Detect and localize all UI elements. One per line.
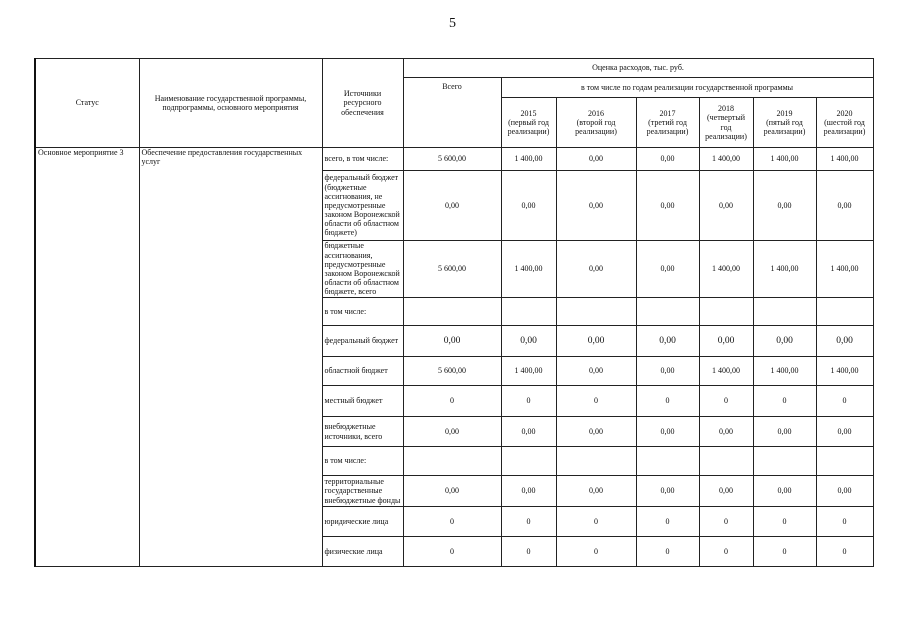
value-cell: 0	[699, 386, 753, 417]
year-note: (второй год реализации)	[575, 117, 617, 137]
value-cell	[753, 298, 816, 326]
source-cell: федеральный бюджет	[322, 326, 403, 357]
value-cell	[556, 298, 636, 326]
source-cell: местный бюджет	[322, 386, 403, 417]
value-cell: 0,00	[636, 357, 699, 386]
header-by-years: в том числе по годам реализации государственной программы	[501, 78, 873, 98]
value-cell: 0,00	[816, 326, 873, 357]
value-cell: 0,00	[556, 417, 636, 447]
value-cell	[403, 298, 501, 326]
value-cell: 1 400,00	[753, 241, 816, 298]
source-cell: в том числе:	[322, 298, 403, 326]
value-cell: 0	[753, 507, 816, 537]
value-cell: 0,00	[636, 171, 699, 241]
value-cell: 0,00	[636, 476, 699, 507]
value-cell: 0,00	[556, 476, 636, 507]
header-year-2015	[501, 98, 556, 148]
value-cell: 0,00	[753, 476, 816, 507]
value-cell: 0,00	[699, 171, 753, 241]
value-cell: 0	[753, 386, 816, 417]
source-cell: территориальные государственные внебюджетные фонды	[322, 476, 403, 507]
value-cell: 0,00	[403, 326, 501, 357]
source-cell: бюджетные ассигнования, предусмотренные законом Воронежской области об областном бюджете, всего	[322, 241, 403, 298]
value-cell: 1 400,00	[699, 241, 753, 298]
value-cell: 1 400,00	[699, 357, 753, 386]
value-cell	[636, 298, 699, 326]
source-cell: всего, в том числе:	[322, 148, 403, 171]
year-note: (первый год реализации)	[507, 117, 550, 137]
source-cell: областной бюджет	[322, 357, 403, 386]
value-cell: 0	[403, 507, 501, 537]
value-cell: 0	[556, 386, 636, 417]
value-cell: 1 400,00	[816, 357, 873, 386]
value-cell: 0,00	[403, 476, 501, 507]
year-note: (третий год реализации)	[646, 117, 689, 137]
year-label: 2019	[776, 108, 793, 118]
value-cell	[699, 447, 753, 476]
header-sources: Источники ресурсного обеспечения	[322, 59, 403, 148]
year-label: 2016	[588, 108, 604, 118]
value-cell: 0,00	[636, 326, 699, 357]
value-cell: 0,00	[753, 326, 816, 357]
year-label: 2018	[718, 104, 734, 114]
value-cell: 0,00	[753, 417, 816, 447]
year-label: 2020	[836, 108, 853, 118]
value-cell: 0	[556, 537, 636, 567]
value-cell: 1 400,00	[816, 241, 873, 298]
value-cell: 0	[636, 386, 699, 417]
header-total: Всего	[403, 78, 501, 148]
value-cell	[699, 298, 753, 326]
value-cell: 1 400,00	[501, 357, 556, 386]
table-row	[35, 148, 873, 171]
header-year-2018	[699, 98, 753, 148]
year-label: 2017	[659, 108, 676, 118]
value-cell: 0	[403, 537, 501, 567]
value-cell: 5 600,00	[403, 241, 501, 298]
value-cell	[816, 447, 873, 476]
value-cell: 0,00	[636, 241, 699, 298]
value-cell: 5 600,00	[403, 148, 501, 171]
source-cell: юридические лица	[322, 507, 403, 537]
value-cell: 0	[699, 507, 753, 537]
value-cell: 0	[816, 507, 873, 537]
value-cell: 0,00	[403, 171, 501, 241]
value-cell: 0	[636, 537, 699, 567]
year-note: (четвертый год реализации)	[705, 113, 747, 141]
value-cell: 0	[816, 537, 873, 567]
expenditure-table	[34, 58, 874, 567]
value-cell: 0,00	[816, 417, 873, 447]
value-cell: 0	[816, 386, 873, 417]
source-cell: в том числе:	[322, 447, 403, 476]
value-cell: 0	[636, 507, 699, 537]
value-cell: 1 400,00	[501, 148, 556, 171]
value-cell: 0,00	[556, 326, 636, 357]
status-cell: Основное мероприятие 3	[35, 148, 139, 567]
header-year-2017	[636, 98, 699, 148]
value-cell: 0,00	[636, 417, 699, 447]
value-cell: 1 400,00	[816, 148, 873, 171]
value-cell: 0,00	[501, 476, 556, 507]
value-cell	[753, 447, 816, 476]
value-cell: 1 400,00	[753, 357, 816, 386]
source-cell: внебюджетные источники, всего	[322, 417, 403, 447]
value-cell: 0,00	[636, 148, 699, 171]
program-name-cell: Обеспечение предоставления государственных услуг	[139, 148, 322, 567]
value-cell: 0,00	[403, 417, 501, 447]
value-cell: 0,00	[556, 357, 636, 386]
value-cell: 0	[699, 537, 753, 567]
value-cell	[556, 447, 636, 476]
value-cell: 0,00	[501, 326, 556, 357]
value-cell: 0	[753, 537, 816, 567]
source-cell: федеральный бюджет (бюджетные ассигнования, не предусмотренные законом Воронежской области об областном бюджете)	[322, 171, 403, 241]
value-cell: 0	[403, 386, 501, 417]
value-cell: 0	[556, 507, 636, 537]
source-cell: физические лица	[322, 537, 403, 567]
value-cell: 0,00	[556, 241, 636, 298]
header-status: Статус	[35, 59, 139, 148]
value-cell: 0,00	[556, 171, 636, 241]
value-cell: 0	[501, 386, 556, 417]
page-number: 5	[449, 16, 456, 31]
value-cell: 5 600,00	[403, 357, 501, 386]
value-cell: 1 400,00	[501, 241, 556, 298]
header-name: Наименование государственной программы, подпрограммы, основного мероприятия	[139, 59, 322, 148]
value-cell	[501, 298, 556, 326]
value-cell: 1 400,00	[699, 148, 753, 171]
value-cell: 0,00	[501, 171, 556, 241]
value-cell: 0,00	[699, 476, 753, 507]
value-cell: 0,00	[753, 171, 816, 241]
year-note: (пятый год реализации)	[763, 117, 806, 137]
value-cell: 0,00	[699, 326, 753, 357]
value-cell: 0,00	[816, 476, 873, 507]
header-cost-estimate: Оценка расходов, тыс. руб.	[403, 59, 873, 78]
header-year-2019	[753, 98, 816, 148]
value-cell: 0	[501, 507, 556, 537]
header-year-2020	[816, 98, 873, 148]
value-cell	[403, 447, 501, 476]
value-cell: 1 400,00	[753, 148, 816, 171]
value-cell: 0	[501, 537, 556, 567]
value-cell	[636, 447, 699, 476]
year-label: 2015	[520, 108, 537, 118]
value-cell: 0,00	[556, 148, 636, 171]
value-cell: 0,00	[816, 171, 873, 241]
year-note: (шестой год реализации)	[823, 117, 866, 137]
header-year-2016	[556, 98, 636, 148]
value-cell: 0,00	[699, 417, 753, 447]
value-cell	[501, 447, 556, 476]
value-cell	[816, 298, 873, 326]
value-cell: 0,00	[501, 417, 556, 447]
